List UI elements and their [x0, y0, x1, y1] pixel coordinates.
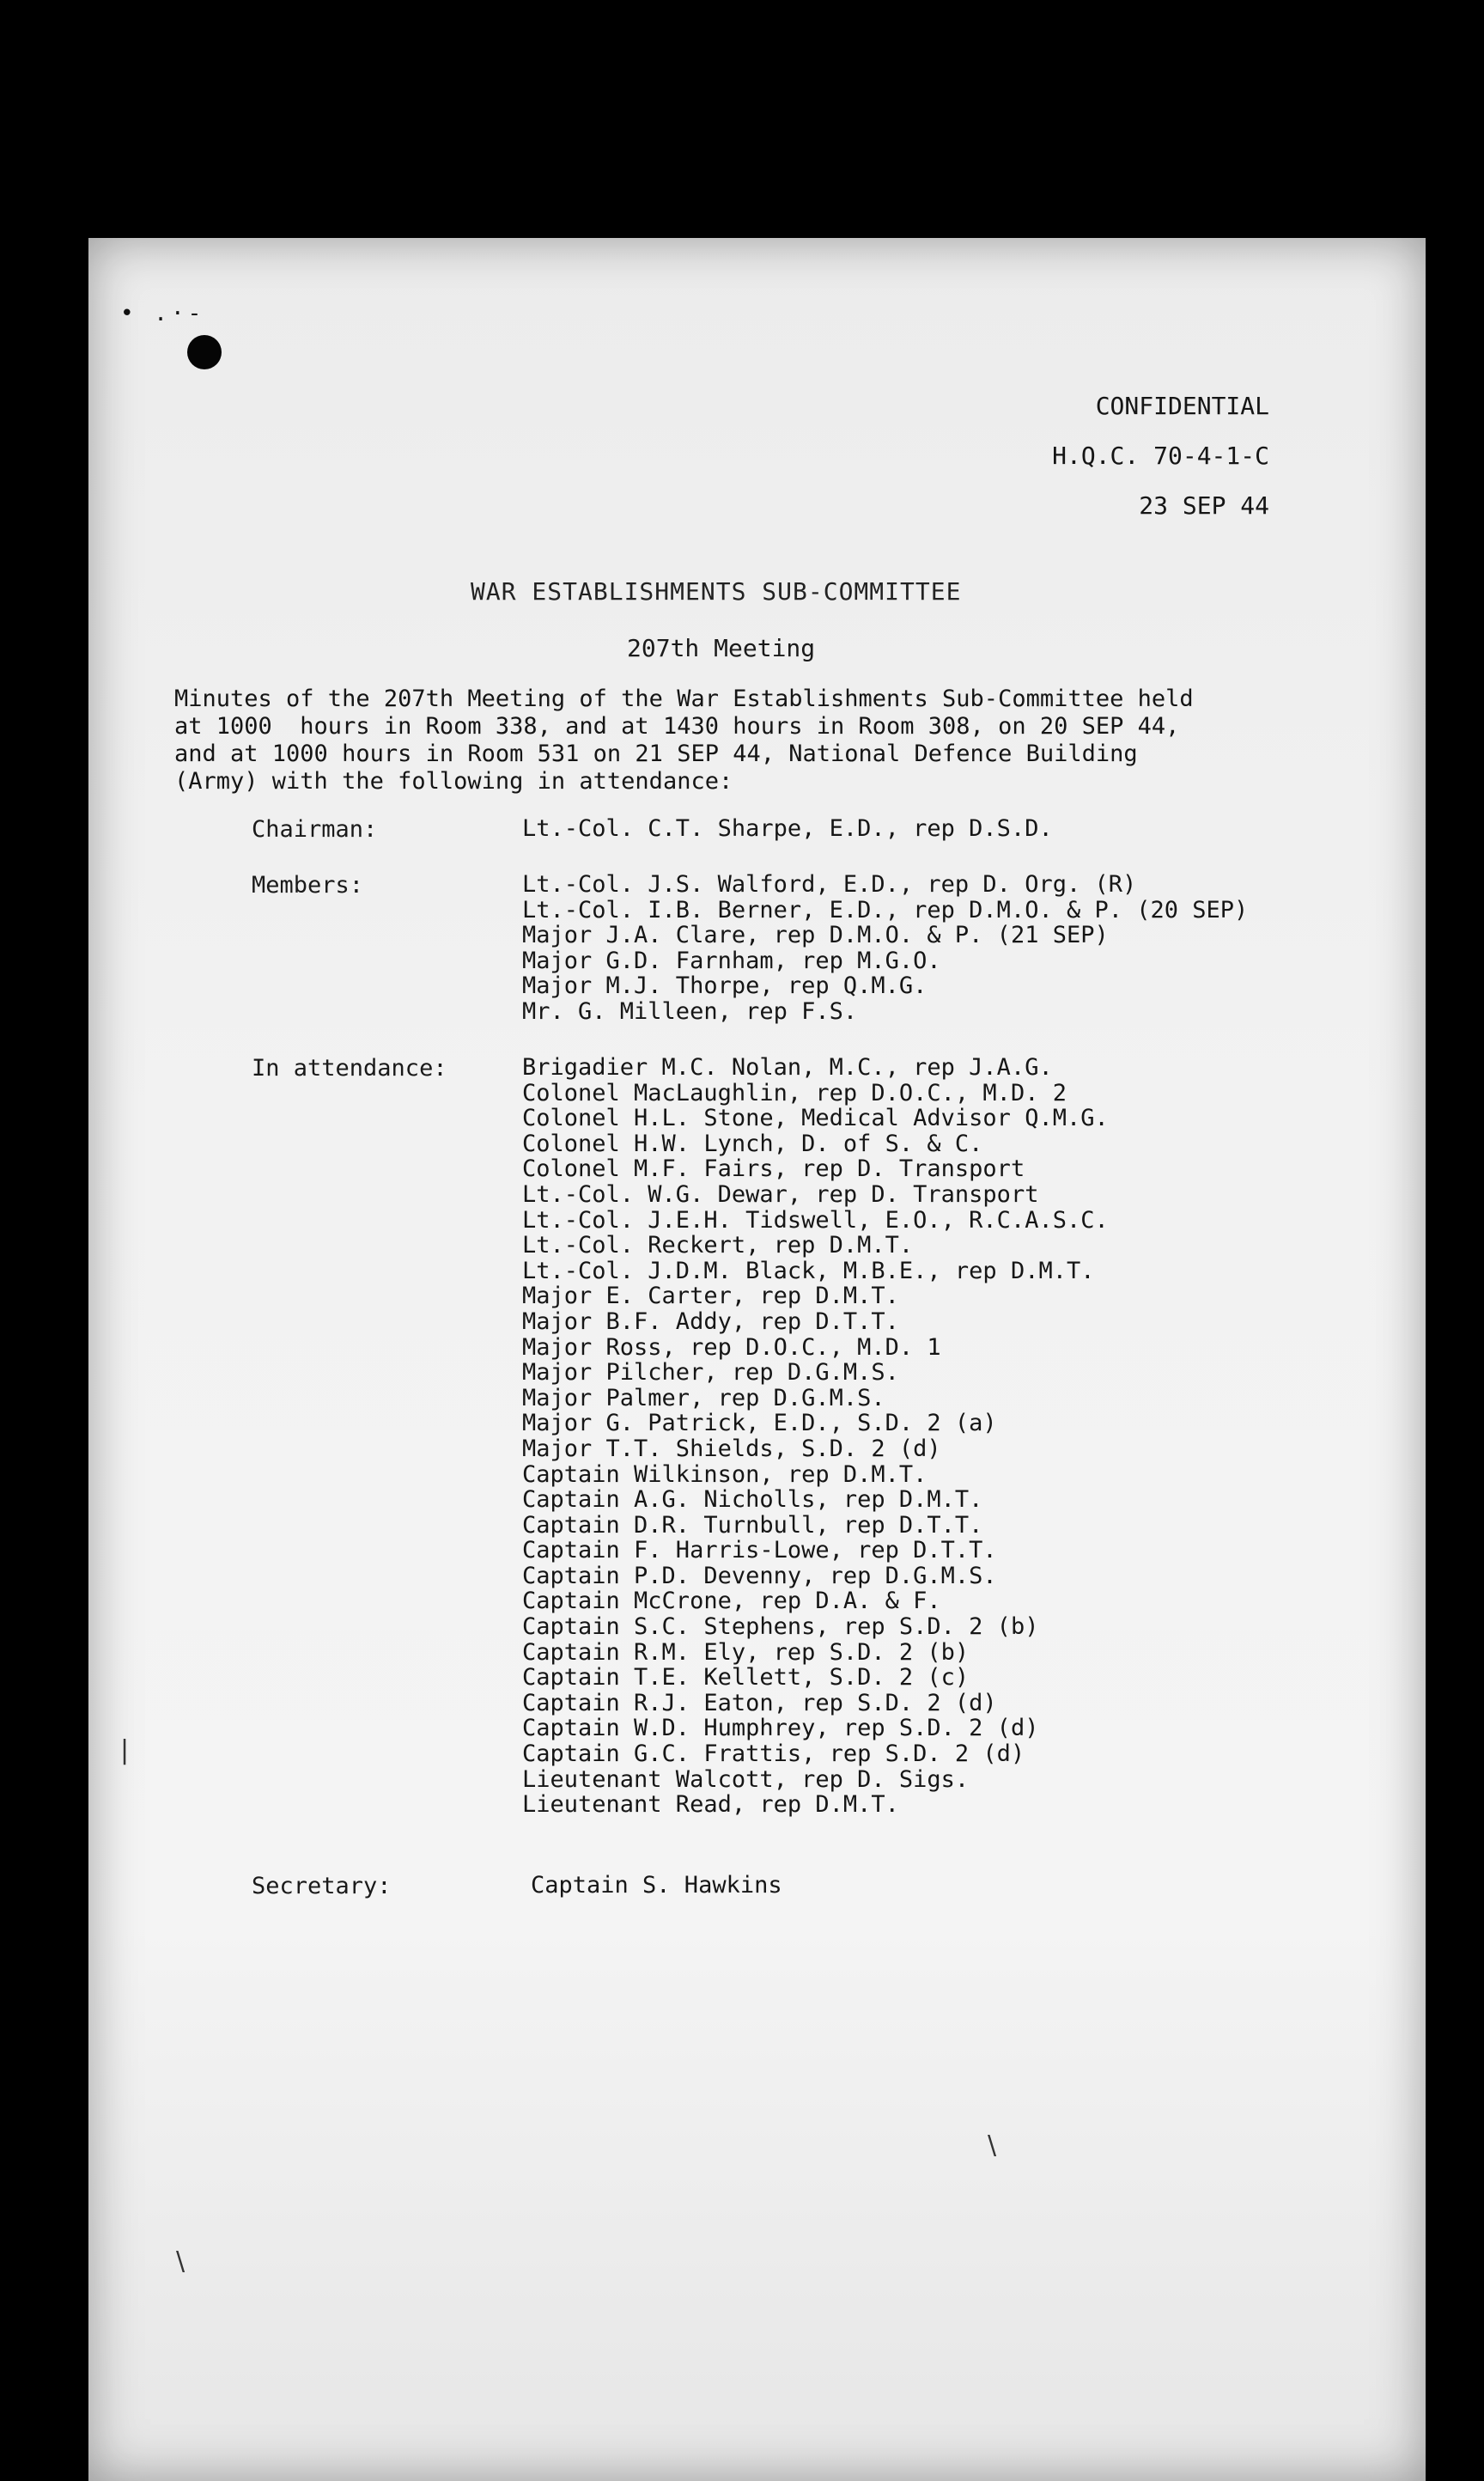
attendee-entry: Major Ross, rep D.O.C., M.D. 1: [522, 1333, 941, 1361]
attendee-entry: Major B.F. Addy, rep D.T.T.: [522, 1308, 899, 1335]
attendee-entry: Captain McCrone, rep D.A. & F.: [522, 1588, 941, 1615]
attendee-entry: Captain A.G. Nicholls, rep D.M.T.: [522, 1486, 983, 1514]
secretary-entry: Captain S. Hawkins: [531, 1872, 782, 1899]
attendee-entry: Major Palmer, rep D.G.M.S.: [522, 1384, 885, 1411]
intro-paragraph: [174, 686, 1308, 796]
header-block: [1052, 393, 1269, 543]
attendee-entry: Lieutenant Read, rep D.M.T.: [522, 1791, 899, 1819]
attendee-entry: Major T.T. Shields, S.D. 2 (d): [522, 1435, 941, 1462]
attendee-entry: Lt.-Col. J.D.M. Black, M.B.E., rep D.M.T.: [522, 1257, 1095, 1284]
scan-specks: • .·-: [120, 301, 205, 326]
attendance-label: In attendance:: [252, 1055, 447, 1082]
attendee-entry: Lt.-Col. Reckert, rep D.M.T.: [522, 1232, 914, 1259]
attendee-entry: Captain W.D. Humphrey, rep S.D. 2 (d): [522, 1715, 1039, 1742]
attendee-entry: Captain Wilkinson, rep D.M.T.: [522, 1460, 928, 1488]
chairman-entry: Lt.-Col. C.T. Sharpe, E.D., rep D.S.D.: [522, 815, 1053, 842]
member-entry: Major M.J. Thorpe, rep Q.M.G.: [522, 972, 928, 1000]
attendee-entry: Colonel H.W. Lynch, D. of S. & C.: [522, 1130, 983, 1157]
attendee-entry: Captain D.R. Turnbull, rep D.T.T.: [522, 1511, 983, 1539]
attendee-entry: Lieutenant Walcott, rep D. Sigs.: [522, 1765, 970, 1793]
intro-line: Minutes of the 207th Meeting of the War Establishments Sub-Committee held: [174, 686, 1194, 712]
attendee-entry: Captain R.M. Ely, rep S.D. 2 (b): [522, 1638, 970, 1666]
chairman-list: [522, 816, 1053, 842]
chairman-label: Chairman:: [252, 816, 378, 843]
attendance-list: [522, 1055, 1109, 1818]
member-entry: Major J.A. Clare, rep D.M.O. & P. (21 SEP): [522, 922, 1109, 949]
attendee-entry: Brigadier M.C. Nolan, M.C., rep J.A.G.: [522, 1054, 1053, 1081]
punch-hole: [187, 335, 222, 369]
secretary-list: [531, 1873, 782, 1899]
member-entry: Mr. G. Milleen, rep F.S.: [522, 997, 858, 1025]
document-title: WAR ESTABLISHMENTS SUB-COMMITTEE: [471, 577, 962, 606]
classification-label: CONFIDENTIAL: [1095, 392, 1269, 420]
intro-line: (Army) with the following in attendance:: [174, 768, 733, 795]
attendee-entry: Captain R.J. Eaton, rep S.D. 2 (d): [522, 1689, 997, 1716]
attendee-entry: Colonel H.L. Stone, Medical Advisor Q.M.G.: [522, 1105, 1109, 1132]
meeting-number: 207th Meeting: [627, 634, 816, 662]
attendee-entry: Lt.-Col. J.E.H. Tidswell, E.O., R.C.A.S.C.: [522, 1206, 1109, 1234]
member-entry: Lt.-Col. J.S. Walford, E.D., rep D. Org. (R): [522, 871, 1137, 898]
attendee-entry: Colonel M.F. Fairs, rep D. Transport: [522, 1155, 1025, 1183]
attendee-entry: Colonel MacLaughlin, rep D.O.C., M.D. 2: [522, 1079, 1067, 1106]
member-entry: Lt.-Col. I.B. Berner, E.D., rep D.M.O. & P. (20 SEP): [522, 896, 1249, 924]
file-reference: H.Q.C. 70-4-1-C: [1052, 442, 1269, 470]
attendee-entry: Lt.-Col. W.G. Dewar, rep D. Transport: [522, 1180, 1039, 1208]
attendee-entry: Major E. Carter, rep D.M.T.: [522, 1283, 899, 1310]
margin-mark: \: [988, 2130, 997, 2161]
attendee-entry: Captain P.D. Devenny, rep D.G.M.S.: [522, 1562, 997, 1589]
attendee-entry: Captain G.C. Frattis, rep S.D. 2 (d): [522, 1740, 1025, 1768]
attendee-entry: Captain F. Harris-Lowe, rep D.T.T.: [522, 1537, 997, 1564]
secretary-label: Secretary:: [252, 1873, 392, 1899]
member-entry: Major G.D. Farnham, rep M.G.O.: [522, 947, 941, 974]
document-date: 23 SEP 44: [1139, 491, 1269, 520]
attendee-entry: Major G. Patrick, E.D., S.D. 2 (a): [522, 1410, 997, 1437]
margin-mark: |: [120, 1735, 130, 1765]
intro-line: and at 1000 hours in Room 531 on 21 SEP 44, National Defence Building: [174, 741, 1138, 767]
attendee-entry: Major Pilcher, rep D.G.M.S.: [522, 1359, 899, 1387]
attendee-entry: Captain T.E. Kellett, S.D. 2 (c): [522, 1664, 970, 1692]
attendee-entry: Captain S.C. Stephens, rep S.D. 2 (b): [522, 1613, 1039, 1641]
members-list: [522, 872, 1248, 1025]
intro-line: at 1000 hours in Room 338, and at 1430 hours in Room 308, on 20 SEP 44,: [174, 713, 1180, 740]
members-label: Members:: [252, 872, 364, 899]
margin-mark: \: [176, 2246, 186, 2277]
